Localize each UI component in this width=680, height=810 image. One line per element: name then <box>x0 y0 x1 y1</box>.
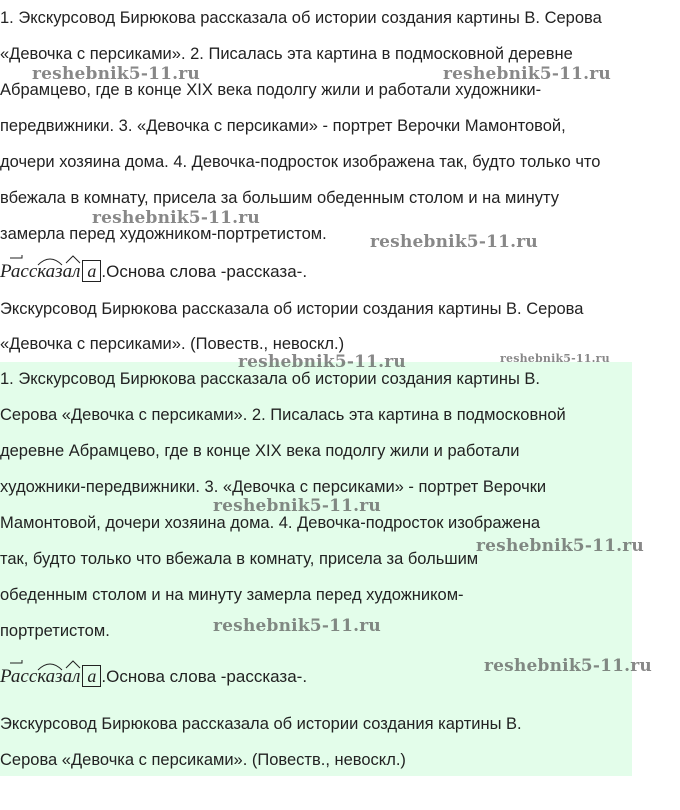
text-line: дочери хозяина дома. 4. Девочка-подросток изображена так, будто только что <box>0 153 601 171</box>
text-line: портретистом. <box>0 622 110 640</box>
watermark: reshebnik5-11.ru <box>32 64 200 84</box>
word-stem-note: .Основа слова -рассказа-. <box>101 262 308 281</box>
watermark: reshebnik5-11.ru <box>213 616 381 636</box>
text-line: художники-передвижники. 3. «Девочка с персиками» - портрет Верочки <box>0 478 547 496</box>
text-line: 1. Экскурсовод Бирюкова рассказала об истории создания картины В. Серова <box>0 9 602 27</box>
text-line: Абрамцево, где в конце XIX века подолгу жили и работали художники- <box>0 81 542 99</box>
text-line: Экскурсовод Бирюкова рассказала об истории создания картины В. <box>0 715 522 733</box>
text-line: передвижники. 3. «Девочка с персиками» - портрет Верочки Мамонтовой, <box>0 117 566 135</box>
text-line: «Девочка с персиками». 2. Писалась эта картина в подмосковной деревне <box>0 45 573 63</box>
watermark: reshebnik5-11.ru <box>213 496 381 516</box>
morpheme-parse <box>0 665 307 688</box>
watermark: reshebnik5-11.ru <box>500 352 610 365</box>
text-line: замерла перед художником-портретистом. <box>0 225 327 243</box>
parsed-word: Рассказал <box>0 666 81 687</box>
watermark: reshebnik5-11.ru <box>92 208 260 228</box>
text-line: вбежала в комнату, присела за большим обеденным столом и на минуту <box>0 189 559 207</box>
text-line: «Девочка с персиками». (Повеств., невоскл.) <box>0 335 345 353</box>
text-line: деревне Абрамцево, где в конце XIX века подолгу жили и работали <box>0 442 520 460</box>
word-ending: а <box>82 260 101 282</box>
text-line: обеденным столом и на минуту замерла перед художником- <box>0 586 464 604</box>
morpheme-parse <box>0 260 307 283</box>
watermark: reshebnik5-11.ru <box>476 536 644 556</box>
watermark: reshebnik5-11.ru <box>370 232 538 252</box>
text-line: Серова «Девочка с персиками». (Повеств., невоскл.) <box>0 751 406 769</box>
parsed-word: Рассказал <box>0 261 81 282</box>
watermark: reshebnik5-11.ru <box>484 656 652 676</box>
word-ending: а <box>82 665 101 687</box>
watermark: reshebnik5-11.ru <box>238 352 406 372</box>
text-line: 1. Экскурсовод Бирюкова рассказала об истории создания картины В. <box>0 370 540 388</box>
word-stem-note: .Основа слова -рассказа-. <box>101 667 308 686</box>
text-line: Экскурсовод Бирюкова рассказала об истории создания картины В. Серова <box>0 300 584 318</box>
text-line: Мамонтовой, дочери хозяина дома. 4. Девочка-подросток изображена <box>0 514 541 532</box>
text-line: так, будто только что вбежала в комнату, присела за большим <box>0 550 479 568</box>
text-line: Серова «Девочка с персиками». 2. Писалась эта картина в подмосковной <box>0 406 566 424</box>
watermark: reshebnik5-11.ru <box>443 64 611 84</box>
